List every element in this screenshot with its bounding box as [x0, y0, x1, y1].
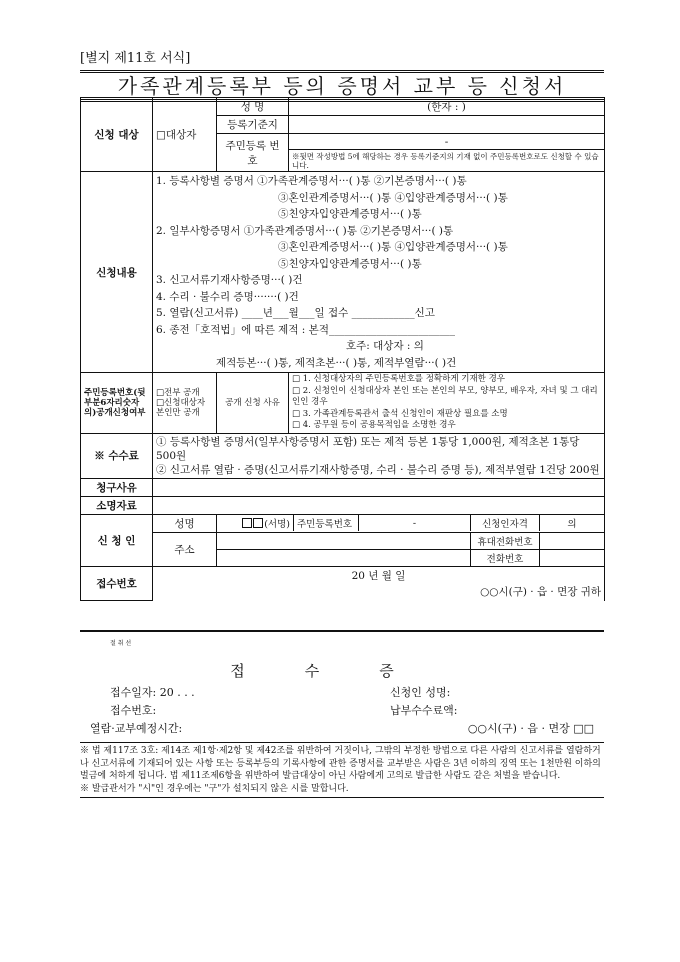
content-section: 신청내용 [81, 172, 153, 373]
fee-body [153, 433, 605, 478]
name-label: 성 명 [217, 98, 289, 116]
fee-section: ※ 수수료 [81, 433, 153, 478]
receipt-no-label: 접수번호 [81, 566, 153, 601]
content-line: 5. 열람(신고서류) ____년___월___일 접수 ____________신고 [156, 307, 435, 319]
sign-field[interactable]: (서명) [217, 515, 294, 531]
content-line: ③혼인관계증명서···( )통 ④입양관계증명서···( )통 [278, 241, 508, 253]
rrn-label: 주민등록 번 호 [217, 134, 289, 172]
content-line: ③혼인관계증명서···( )통 ④입양관계증명서···( )통 [278, 191, 508, 204]
qual-field[interactable]: 의 [567, 519, 577, 530]
disclosure-options[interactable] [153, 373, 217, 434]
target-section: 신청 대상 [81, 98, 153, 172]
address-row [217, 532, 605, 549]
form-label: [별지 제11호 서식] [80, 51, 191, 66]
content-line: 3. 신고서류기재사항증명···( )건 [156, 274, 303, 286]
phone-field[interactable] [540, 550, 605, 566]
applicant-rrn-label: 주민등록번호 [294, 515, 359, 531]
applicant-inner [217, 515, 604, 531]
content-line: 6. 종전「호적법」에 따른 제적 : 본적________________________ [156, 323, 455, 336]
mobile-label: 휴대전화번호 [471, 533, 540, 549]
registry-field[interactable] [289, 116, 605, 134]
address-label: 주소 [153, 532, 217, 566]
rrn-note: ※뒷면 작성방법 5에 해당하는 경우 등록기준지의 기재 없이 주민등록번호로도 신청할 수 있습니다. [289, 150, 605, 172]
disclosure-reason-label: 공개 신청 사유 [217, 373, 289, 434]
request-reason-label: 청구사유 [81, 478, 153, 496]
mobile-inner [217, 533, 604, 549]
receipt-fee: 납부수수료액: [390, 704, 458, 717]
fee-line: ② 신고서류 열람 · 증명(신고서류기재사항증명, 수리 · 불수리 증명 등), 제적부열람 1건당 200원 [156, 463, 600, 476]
phone-inner [217, 550, 604, 566]
content-line: 제적등본···( )통, 제적초본···( )통, 제적부열람···( )건 [216, 356, 457, 369]
receipt-date: 20 년 월 일 [351, 569, 406, 582]
rrn-field[interactable]: - [289, 134, 605, 150]
reason-item[interactable]: □ 3. 가족관계등록관서 출석 신청인이 재판상 필요를 소명 [292, 408, 508, 419]
phone-row [217, 549, 605, 566]
applicant-name-label: 성명 [153, 514, 217, 532]
receipt-office: ○○시(구) · 읍 · 면장 □□ [467, 722, 594, 735]
reason-item[interactable]: □ 4. 공무원 등이 공용목적임을 소명한 경우 [292, 420, 456, 430]
cut-line-label: 절 취 선 [110, 640, 132, 647]
content-line: 4. 수리 · 불수리 증명·······( )건 [156, 290, 299, 303]
applicant-rrn-field[interactable]: - [359, 515, 471, 531]
content-body[interactable] [153, 172, 605, 373]
notes [80, 742, 604, 798]
form-title: 가족관계등록부 등의 증명서 교부 등 신청서 [80, 70, 604, 102]
receipt-time: 열람·교부예정시간: [90, 722, 183, 735]
note-penalty: ※ 법 제117조 3호: 제14조 제1항·제2항 및 제42조를 위반하여 거짓이나, 그밖의 부정한 방법으로 다른 사람의 신고서류를 열람하거나 신고서류에 기재되어 있는 사항 또는 등록부등의 기록사항에 관한 증명서를 교부받은 사람은 3년 이하의 징역 또는 1천만원 이하의 벌금에 처하게 됩니다. 법 제11조제6항을 위반하여 발급대상이 아닌 사람에게 고의로 발급한 사람도 같은 처벌을 받습니다. [80, 746, 601, 781]
disclosure-section: 주민등록번호(뒷부분6자리숫자의)공개신청여부 [81, 373, 153, 434]
content-line: 2. 일부사항증명서 ①가족관계증명서···( )통 ②기본증명서···( )통 [156, 224, 454, 237]
disclosure-reasons[interactable] [289, 373, 605, 434]
applicant-section: 신 청 인 [81, 514, 153, 566]
receipt-no-body [153, 566, 605, 601]
fee-line: ① 등록사항별 증명서(일부사항증명서 포함) 또는 제적 등본 1통당 1,000원, 제적초본 1통당 500원 [156, 435, 580, 462]
target-checkbox[interactable]: □대상자 [153, 98, 217, 172]
content-line: 호주: 대상자 : 의 [346, 340, 424, 352]
receipt-title: 접수증 [230, 662, 454, 680]
receipt-date-label: 접수일자: 20 . . . [110, 686, 195, 699]
receipt-no: 접수번호: [110, 704, 157, 717]
address-field-2[interactable] [217, 550, 471, 566]
request-reason-field[interactable] [153, 478, 605, 496]
reason-item[interactable]: □ 1. 신청대상자의 주민등록번호를 정확하게 기재한 경우 [292, 374, 505, 384]
name-field[interactable]: (한자 : ) [289, 98, 605, 116]
qual-label: 신청인자격 [471, 515, 540, 531]
reason-item[interactable]: □ 2. 신청인이 신청대상자 본인 또는 본인의 부모, 양부모, 배우자, 자녀 및 그 대리인인 경우 [292, 385, 598, 407]
disclosure-opt-self[interactable]: □신청대상자 본인만 공개 [156, 397, 206, 418]
proof-label: 소명자료 [81, 496, 153, 514]
applicant-row [217, 514, 605, 532]
application-table [80, 97, 605, 601]
proof-field[interactable] [153, 496, 605, 514]
receipt-applicant: 신청인 성명: [390, 686, 451, 699]
note-office: ※ 발급관서가 "시"인 경우에는 "구"가 설치되지 않은 시를 말합니다. [80, 783, 349, 794]
receipt-section [80, 630, 604, 742]
content-line: ⑤친양자입양관계증명서···( )통 [278, 208, 422, 220]
receipt-addressee: ○○시(구) · 읍 · 면장 귀하 [480, 585, 602, 598]
registry-label: 등록기준지 [217, 116, 289, 134]
phone-label: 전화번호 [471, 550, 540, 566]
address-field[interactable] [217, 533, 471, 549]
content-line: ⑤친양자입양관계증명서···( )통 [278, 257, 422, 270]
mobile-field[interactable] [540, 533, 605, 549]
content-line: 1. 등록사항별 증명서 ①가족관계증명서···( )통 ②기본증명서···( )통 [156, 175, 467, 187]
disclosure-opt-all[interactable]: □전부 공개 [156, 387, 200, 398]
